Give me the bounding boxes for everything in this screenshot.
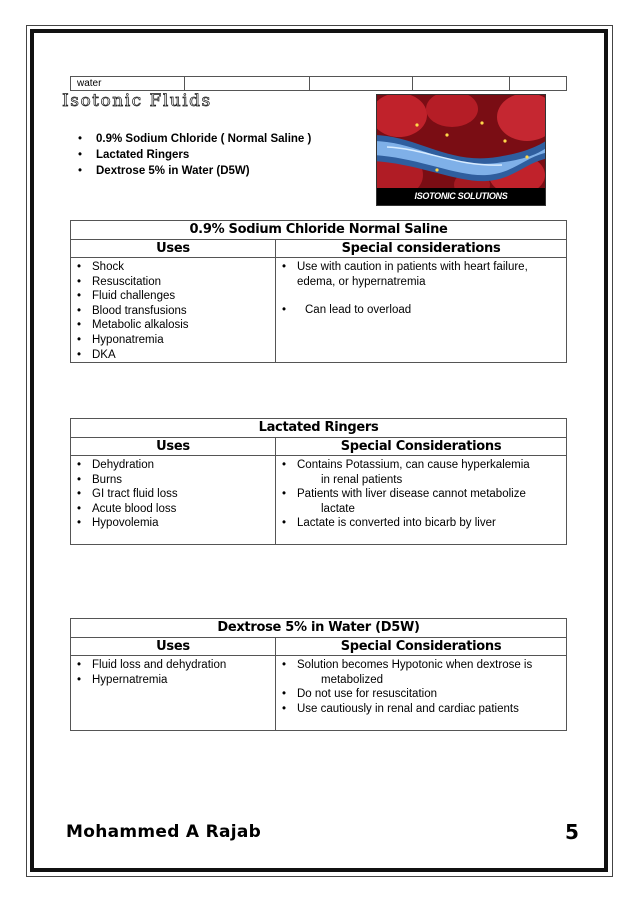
considerations-cell [276, 258, 567, 363]
considerations-cell [276, 656, 567, 731]
list-item [276, 458, 566, 487]
list-item: • Dextrose 5% in Water (D5W) [78, 163, 311, 179]
lactated-ringers-table [70, 418, 567, 545]
table-cell [413, 77, 510, 91]
d5w-table [70, 618, 567, 731]
table-cell [510, 77, 567, 91]
page-number: 5 [565, 820, 579, 844]
list-item: • Metabolic alkalosis [71, 318, 275, 333]
list-item [276, 260, 566, 289]
uses-header: Uses [71, 438, 276, 456]
list-item: • Acute blood loss [71, 502, 275, 517]
list-item [276, 303, 566, 318]
list-item: • Do not use for resuscitation [276, 687, 566, 702]
table-title: Lactated Ringers [71, 419, 567, 438]
normal-saline-table [70, 220, 567, 363]
considerations-header: Special considerations [276, 240, 567, 258]
list-item: • Fluid loss and dehydration [71, 658, 275, 673]
item-text: Solution becomes Hypotonic when dextrose is [297, 659, 533, 671]
image-caption: ISOTONIC SOLUTIONS [377, 188, 545, 205]
uses-cell [71, 656, 276, 731]
item-text: Contains Potassium, can cause hyperkalemia [297, 459, 530, 471]
uses-header: Uses [71, 240, 276, 258]
item-text: Use with caution in patients with heart failure, [297, 261, 528, 273]
list-item: • Hypovolemia [71, 516, 275, 531]
item-text: in renal patients [321, 473, 403, 486]
uses-cell [71, 258, 276, 363]
list-item: • Dehydration [71, 458, 275, 473]
uses-cell [71, 456, 276, 545]
considerations-cell [276, 456, 567, 545]
list-item: • 0.9% Sodium Chloride ( Normal Saline ) [78, 131, 311, 147]
list-item: • Use cautiously in renal and cardiac patients [276, 702, 566, 717]
list-item [276, 658, 566, 687]
table-cell [310, 77, 413, 91]
section-heading: Isotonic Fluids [62, 91, 212, 111]
list-item [276, 487, 566, 516]
table-title: Dextrose 5% in Water (D5W) [71, 619, 567, 638]
list-item: • Shock [71, 260, 275, 275]
list-item: • Resuscitation [71, 275, 275, 290]
item-text: metabolized [321, 673, 384, 686]
uses-header: Uses [71, 638, 276, 656]
table-cell [185, 77, 310, 91]
list-item: • Lactated Ringers [78, 147, 311, 163]
item-text: Can lead to overload [305, 304, 412, 317]
table-cell: water [71, 77, 185, 91]
list-item: • GI tract fluid loss [71, 487, 275, 502]
author-name: Mohammed A Rajab [66, 822, 262, 842]
item-text: lactate [321, 502, 355, 515]
table-title: 0.9% Sodium Chloride Normal Saline [71, 221, 567, 240]
fluid-list [78, 131, 311, 179]
list-item: • DKA [71, 348, 275, 363]
list-item: • Burns [71, 473, 275, 488]
considerations-header: Special Considerations [276, 438, 567, 456]
item-text: edema, or hypernatremia [297, 275, 426, 288]
list-item: • Fluid challenges [71, 289, 275, 304]
considerations-header: Special Considerations [276, 638, 567, 656]
item-text: Patients with liver disease cannot metabolize [297, 488, 526, 501]
list-item: • Lactate is converted into bicarb by liver [276, 516, 566, 531]
list-item: • Hypernatremia [71, 673, 275, 688]
list-item: • Hyponatremia [71, 333, 275, 348]
isotonic-solutions-image [376, 94, 546, 206]
previous-table-fragment [70, 76, 567, 91]
list-item: • Blood transfusions [71, 304, 275, 319]
